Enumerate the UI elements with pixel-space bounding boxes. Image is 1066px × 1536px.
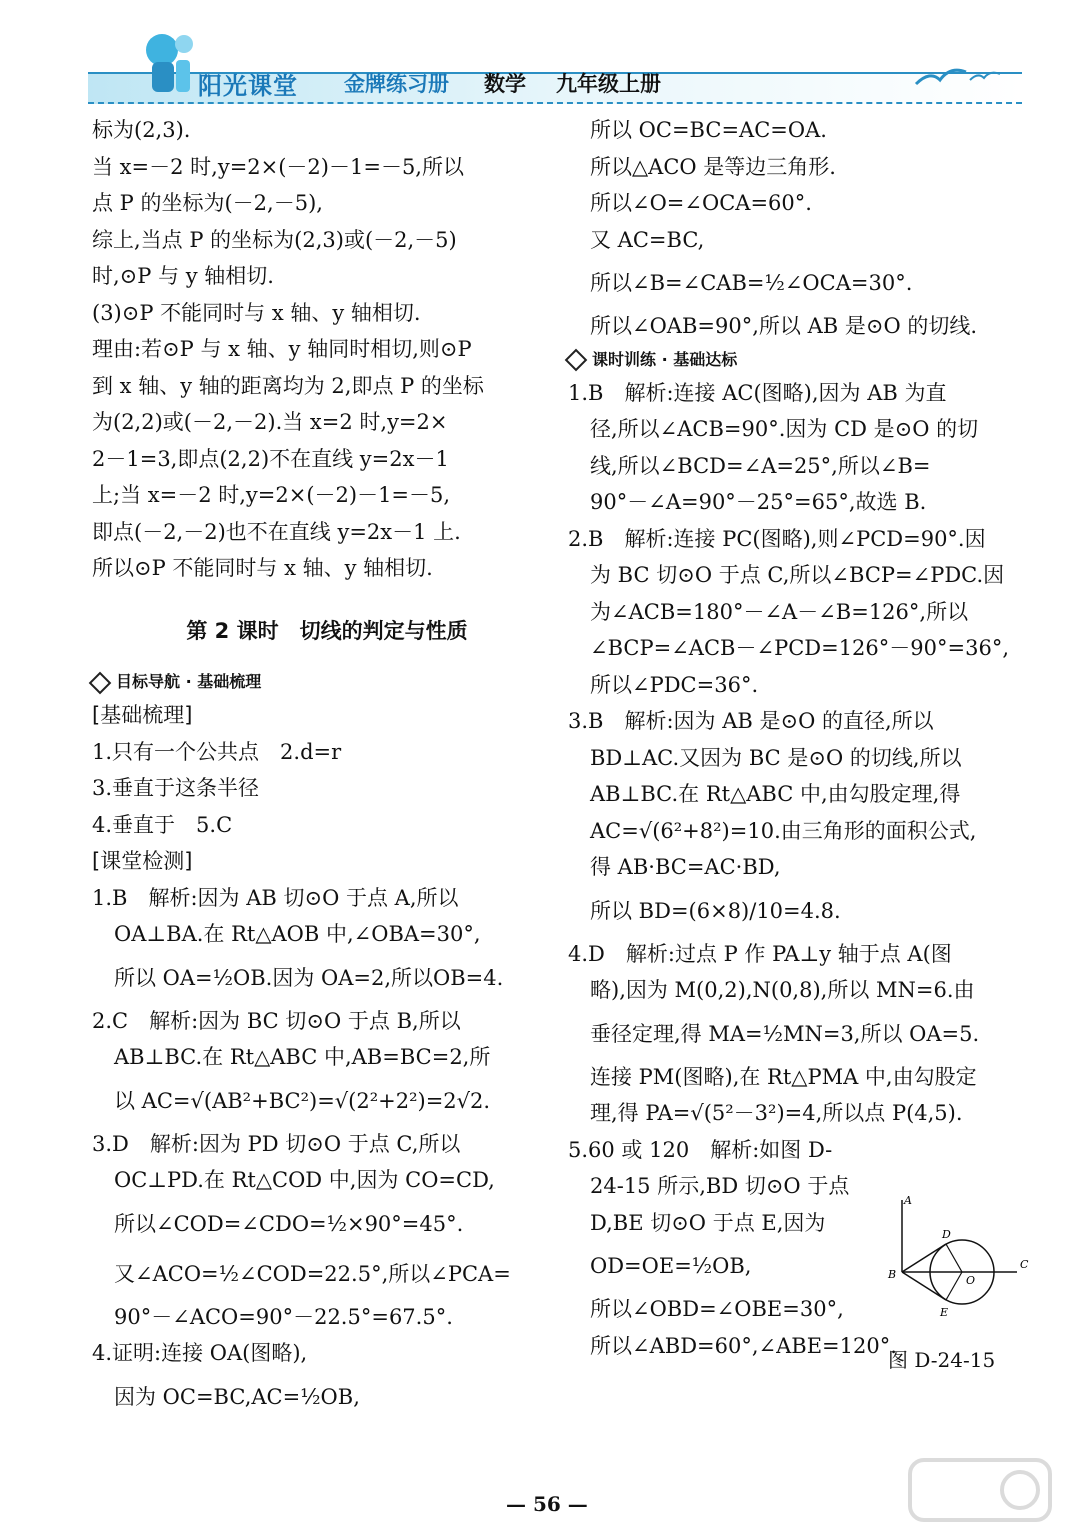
text-line: 3.B 解析:因为 AB 是⊙O 的直径,所以	[568, 709, 934, 733]
radius-od	[946, 1244, 962, 1272]
text-line: AB⊥BC.在 Rt△ABC 中,由勾股定理,得	[590, 782, 961, 806]
text-line: 所以∠ABD=60°,∠ABE=120°.	[590, 1333, 897, 1358]
text-line: 5.60 或 120 解析:如图 D-	[568, 1137, 833, 1162]
text-line: OD=OE=½OB,	[590, 1254, 752, 1278]
text-line: 即点(－2,－2)也不在直线 y=2x－1 上.	[92, 519, 461, 544]
text-line: 3.D 解析:因为 PD 切⊙O 于点 C,所以	[92, 1131, 461, 1156]
text-line: 上;当 x=－2 时,y=2×(－2)－1=－5,	[92, 483, 451, 507]
text-line: 所以∠OBD=∠OBE=30°,	[590, 1297, 844, 1321]
text-line: 所以△ACO 是等边三角形.	[590, 154, 836, 179]
basic-review-heading: [基础梳理]	[92, 703, 193, 727]
text-line: 所以∠B=∠CAB=½∠OCA=30°.	[590, 271, 913, 295]
text-line: 得 AB·BC=AC·BD,	[590, 855, 781, 879]
text-line: 所以⊙P 不能同时与 x 轴、y 轴相切.	[92, 556, 433, 580]
page-header	[88, 38, 1022, 104]
text-line: 所以∠O=∠OCA=60°.	[590, 191, 812, 215]
text-line: 2.B 解析:连接 PC(图略),则∠PCD=90°.因	[568, 526, 986, 551]
text-line: 2－1=3,即点(2,2)不在直线 y=2x－1	[92, 446, 449, 471]
class-check-heading: [课堂检测]	[92, 849, 193, 873]
birds-icon	[910, 54, 1006, 94]
text-line: AB⊥BC.在 Rt△ABC 中,AB=BC=2,所	[114, 1045, 491, 1069]
text-line: 理由:若⊙P 与 x 轴、y 轴同时相切,则⊙P	[92, 337, 472, 361]
mascot-icon	[132, 32, 202, 98]
text-line: 2.C 解析:因为 BC 切⊙O 于点 B,所以	[92, 1008, 461, 1033]
geometry-figure	[882, 1192, 1032, 1322]
text-line: 点 P 的坐标为(－2,－5),	[92, 191, 323, 215]
text-line: 为(2,2)或(－2,－2).当 x=2 时,y=2×	[92, 410, 448, 434]
text-line: 1.B 解析:连接 AC(图略),因为 AB 为直	[568, 380, 947, 405]
label-e: E	[940, 1306, 949, 1319]
text-line: 所以 OA=½OB.因为 OA=2,所以OB=4.	[114, 965, 504, 990]
text-line: 又 AC=BC,	[590, 227, 705, 252]
tangent-be	[902, 1272, 946, 1300]
text-line: ∠BCP=∠ACB－∠PCD=126°－90°=36°,	[590, 636, 1009, 660]
text-line: 垂径定理,得 MA=½MN=3,所以 OA=5.	[590, 1021, 980, 1046]
text-line: 为∠ACB=180°－∠A－∠B=126°,所以	[590, 599, 969, 624]
figure-caption: 图 D-24-15	[888, 1348, 996, 1372]
text-line: 所以∠OAB=90°,所以 AB 是⊙O 的切线.	[590, 314, 978, 338]
page-number: — 56 —	[506, 1492, 588, 1516]
text-line: 3.垂直于这条半径	[92, 776, 260, 800]
text-line: 理,得 PA=√(5²－3²)=4,所以点 P(4,5).	[590, 1101, 963, 1125]
diamond-icon	[565, 349, 588, 372]
text-line: 标为(2,3).	[92, 118, 191, 142]
right-column	[568, 112, 1038, 1364]
section-heading-goal: 目标导航 · 基础梳理	[92, 667, 562, 697]
label-b: B	[888, 1268, 897, 1281]
text-line: 24-15 所示,BD 切⊙O 于点	[590, 1174, 850, 1198]
text-line: (3)⊙P 不能同时与 x 轴、y 轴相切.	[92, 300, 421, 325]
left-column	[92, 112, 562, 1422]
text-line: 综上,当点 P 的坐标为(2,3)或(－2,－5)	[92, 227, 457, 252]
text-line: 4.D 解析:过点 P 作 PA⊥y 轴于点 A(图	[568, 941, 952, 966]
brand-name: 阳光课堂	[198, 71, 298, 100]
text-line: 90°－∠ACO=90°－22.5°=67.5°.	[114, 1304, 453, 1329]
text-line: OC⊥PD.在 Rt△COD 中,因为 CO=CD,	[114, 1168, 495, 1192]
text-line: 所以∠PDC=36°.	[590, 672, 759, 697]
tangent-bd	[902, 1244, 946, 1272]
series-name: 金牌练习册	[344, 71, 449, 96]
radius-oe	[946, 1272, 962, 1300]
text-line: 径,所以∠ACB=90°.因为 CD 是⊙O 的切	[590, 417, 979, 441]
text-line: 以 AC=√(AB²+BC²)=√(2²+2²)=2√2.	[114, 1088, 491, 1113]
text-line: 1.B 解析:因为 AB 切⊙O 于点 A,所以	[92, 885, 459, 910]
grade-name: 九年级上册	[556, 71, 661, 96]
text-line: D,BE 切⊙O 于点 E,因为	[590, 1210, 826, 1235]
text-line: 到 x 轴、y 轴的距离均为 2,即点 P 的坐标	[92, 373, 484, 398]
text-line: BD⊥AC.又因为 BC 是⊙O 的切线,所以	[590, 745, 962, 770]
text-line: 所以∠COD=∠CDO=½×90°=45°.	[114, 1211, 464, 1236]
label-o: O	[966, 1274, 976, 1287]
text-line: 时,⊙P 与 y 轴相切.	[92, 264, 274, 288]
text-line: 线,所以∠BCD=∠A=25°,所以∠B=	[590, 453, 931, 478]
text-line: 1.只有一个公共点 2.d=r	[92, 739, 342, 764]
diamond-icon	[89, 671, 112, 694]
text-line: 因为 OC=BC,AC=½OB,	[114, 1384, 360, 1409]
text-line: OA⊥BA.在 Rt△AOB 中,∠OBA=30°,	[114, 922, 481, 946]
text-line: 所以 BD=(6×8)/10=4.8.	[590, 898, 841, 923]
label-c: C	[1020, 1258, 1029, 1271]
text-line: 4.垂直于 5.C	[92, 812, 233, 837]
text-line: 略),因为 M(0,2),N(0,8),所以 MN=6.由	[590, 978, 975, 1002]
text-line: 又∠ACO=½∠COD=22.5°,所以∠PCA=	[114, 1261, 511, 1286]
text-line: 当 x=－2 时,y=2×(－2)－1=－5,所以	[92, 154, 464, 179]
section-heading-training: 课时训练 · 基础达标	[568, 345, 1038, 375]
label-d: D	[942, 1228, 951, 1241]
text-line: AC=√(6²+8²)=10.由三角形的面积公式,	[590, 818, 977, 843]
label-a: A	[904, 1194, 912, 1207]
watermark-logo	[900, 1450, 1060, 1530]
text-line: 4.证明:连接 OA(图略),	[92, 1341, 308, 1365]
lesson-title: 第 2 课时 切线的判定与性质	[186, 618, 468, 643]
text-line: 连接 PM(图略),在 Rt△PMA 中,由勾股定	[590, 1064, 977, 1089]
text-line: 为 BC 切⊙O 于点 C,所以∠BCP=∠PDC.因	[590, 563, 1005, 587]
text-line: 所以 OC=BC=AC=OA.	[590, 118, 827, 142]
text-line: 90°－∠A=90°－25°=65°,故选 B.	[590, 490, 927, 514]
subject-name: 数学	[484, 71, 526, 96]
